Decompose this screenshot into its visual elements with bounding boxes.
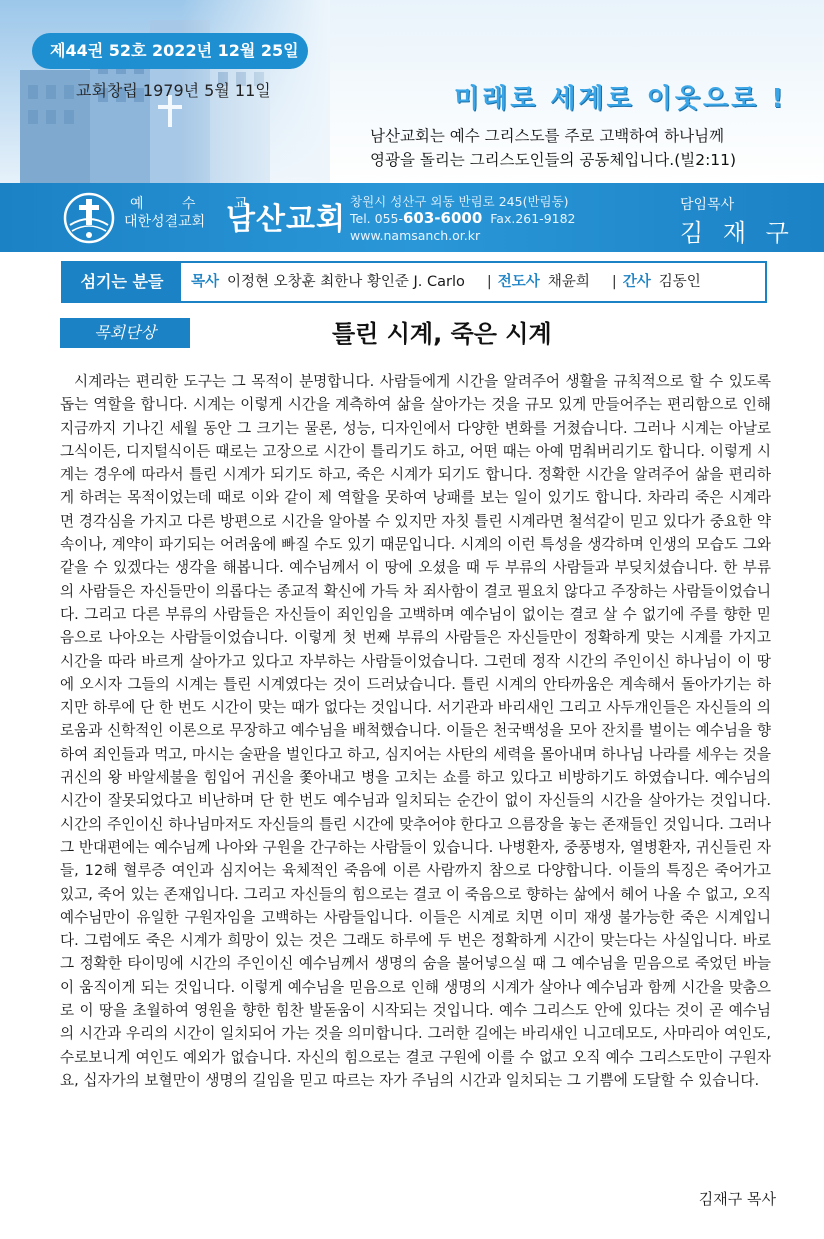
mission-statement [370, 124, 790, 172]
article-title: 틀린 시계, 죽은 시계 [332, 320, 552, 348]
street-address: 창원시 성산구 외동 반림로 245(반림동) [350, 194, 569, 209]
founding-date: 교회창립 1979년 5월 11일 [76, 81, 271, 100]
church-name: 남산교회 [226, 202, 346, 237]
senior-pastor-name: 김 재 구 [680, 219, 795, 247]
slogan: 미래로 세계로 이웃으로 ! [454, 84, 787, 114]
staff-list [61, 261, 767, 303]
contact-info [350, 193, 576, 244]
senior-pastor-label: 담임목사 [680, 197, 735, 213]
secretary-name: 김동인 [658, 274, 701, 290]
phone-fax-line [350, 210, 576, 227]
secretary-role-label: 간사 [622, 274, 651, 290]
tel-number: 603-6000 [403, 209, 483, 227]
pastors-names: 이정현 오창훈 최한나 황인준 J. Carlo [227, 274, 465, 290]
fax-number: Fax.261-9182 [490, 211, 576, 226]
pastors-role-label: 목사 [191, 274, 220, 290]
article-body: 시계라는 편리한 도구는 그 목적이 분명합니다. 사람들에게 시간을 알려주어 생활을 규칙적으로 할 수 있도록 돕는 역할을 합니다. 시계는 이렇게 시간을 계측하여 삶을 살아가는 것을 규모 있게 만들어주는 편리함으로 인해 지금까지 기나긴 세월 동안 그 크기는 물론, 성능, 디자인에서 다양한 변화를 거쳤습니다. 그러나 시계는 아날로그식이든, 디지털식이든 때로는 고장으로 시간이 틀리기도 하고, 어떤 때는 아예 멈춰버리기도 합니다. 이렇게 시계는 경우에 따라서 틀린 시계가 되기도 하고, 죽은 시계가 되기도 합니다. 정확한 시간을 알려주어 삶을 편리하게 하려는 목적이었는데 때로 이와 같이 제 역할을 못하여 낭패를 보는 일이 있기도 합니다. 차라리 죽은 시계라면 경각심을 가지고 다른 방편으로 시간을 알아볼 수 있지만 자칫 틀린 시계라면 철석같이 믿고 있다가 중요한 약속이나, 계약이 파기되는 어려움에 빠질 수도 있기 때문입니다. 시계의 이런 특성을 생각하며 인생의 모습도 그와 같을 수 있겠다는 생각을 해봅니다. 예수님께서 이 땅에 오셨을 때 두 부류의 사람들과 부딪치셨습니다. 한 부류의 사람들은 자신들만이 의롭다는 종교적 확신에 가득 차 죄사함이 결코 필요치 않다고 주장하는 사람들이었습니다. 그리고 다른 부류의 사람들은 자신들이 죄인임을 고백하며 예수님이 없이는 결코 살 수 없기에 주를 향한 믿음으로 나아오는 사람들이었습니다. 이렇게 첫 번째 부류의 사람들은 자신들만이 정확하게 맞는 시계를 가지고 시간을 따라 바르게 살아가고 있다고 자부하는 사람들이었습니다. 그런데 정작 시간의 주인이신 하나님이 이 땅에 오시자 그들의 시계는 틀린 시계였다는 것이 드러났습니다. 틀린 시계의 안타까움은 계속해서 돌아가기는 하지만 하루에 단 한 번도 시간이 맞는 때가 없다는 것입니다. 서기관과 바리새인 그리고 사두개인들은 자신들의 의로움과 신학적인 이론으로 무장하고 예수님을 배척했습니다. 이들은 천국백성을 모아 잔치를 벌이는 예수님을 향하여 죄인들과 먹고, 마시는 술판을 벌인다고 하고, 심지어는 사탄의 세력을 몰아내며 하나님 나라를 세우는 것을 귀신의 왕 바알세불을 힘입어 귀신을 쫓아내고 병을 고치는 쇼를 하고 있다고 비방하기도 하였습니다. 예수님의 시간이 잘못되었다고 비난하며 단 한 번도 예수님과 일치되는 순간이 없이 자신들의 시간을 살아가는 것입니다. 시간의 주인이신 하나님마저도 자신들의 틀린 시간에 맞추어야 한다고 으름장을 놓는 존재들인 것입니다. 그러나 그 반대편에는 예수님께 나아와 구원을 간구하는 사람들이 있습니다. 나병환자, 중풍병자, 열병환자, 귀신들린 자들, 12해 혈루증 여인과 심지어는 육체적인 죽음에 이른 사람까지 참으로 다양합니다. 이들의 특징은 죽어가고 있고, 죽어 있는 존재입니다. 그리고 자신들의 힘으로는 결코 이 죽음으로 향하는 삶에서 헤어 나올 수 없고, 오직 예수님만이 유일한 구원자임을 고백하는 사람들입니다. 이들은 시계로 치면 이미 재생 불가능한 죽은 시계입니다. 그럼에도 죽은 시계가 희망이 있는 것은 그래도 하루에 두 번은 정확하게 시간이 맞는다는 사실입니다. 바로 그 정확한 타이밍에 시간의 주인이신 예수님께서 생명의 숨을 불어넣으실 때 그 예수님을 믿음으로 죽었던 바늘이 움직이게 되는 것입니다. 이렇게 예수님을 믿음으로 인해 생명의 시계가 살아나 예수님과 함께 시간을 맞춤으로 이 땅을 초월하여 영원을 향한 힘찬 발돋움이 시작되는 것입니다. 예수 그리스도 안에 있다는 것이 곧 예수님의 시간과 우리의 시간이 일치되어 가는 것을 의미합니다. 그러한 길에는 바리새인 니고데모도, 사마리아 여인도, 수로보니게 여인도 예외가 없습니다. 자신의 힘으로는 결코 구원에 이를 수 없고 오직 예수 그리스도만이 구원자요, 십자가의 보혈만이 생명의 길임을 믿고 따르는 자가 주님의 시간과 일치되는 그 기쁨에 도달할 수 있습니다. [60, 373, 771, 1089]
denomination-bottom: 대한성결교회 [124, 214, 206, 230]
article-signature: 김재구 목사 [698, 1190, 776, 1208]
column-category-badge: 목회단상 [60, 318, 190, 348]
divider: | [611, 274, 617, 290]
mission-line-2: 영광을 돌리는 그리스도인들의 공동체입니다.(빌2:11) [370, 151, 737, 169]
tel-label: Tel. 055- [350, 211, 403, 226]
denomination-top: 예 수 교 [130, 196, 265, 212]
website-link[interactable]: www.namsanch.or.kr [350, 228, 481, 243]
divider: | [486, 274, 492, 290]
header-banner [0, 0, 824, 183]
issue-date-badge: 제44권 52호 2022년 12월 25일 [32, 33, 308, 69]
staff-row [191, 263, 701, 301]
staff-list-title: 섬기는 분들 [63, 263, 181, 301]
church-logo-icon [62, 191, 116, 245]
evangelist-role-label: 전도사 [497, 274, 540, 290]
evangelist-name: 채윤희 [547, 274, 590, 290]
church-info-bar [0, 183, 824, 252]
mission-line-1: 남산교회는 예수 그리스도를 주로 고백하여 하나님께 [370, 127, 725, 145]
